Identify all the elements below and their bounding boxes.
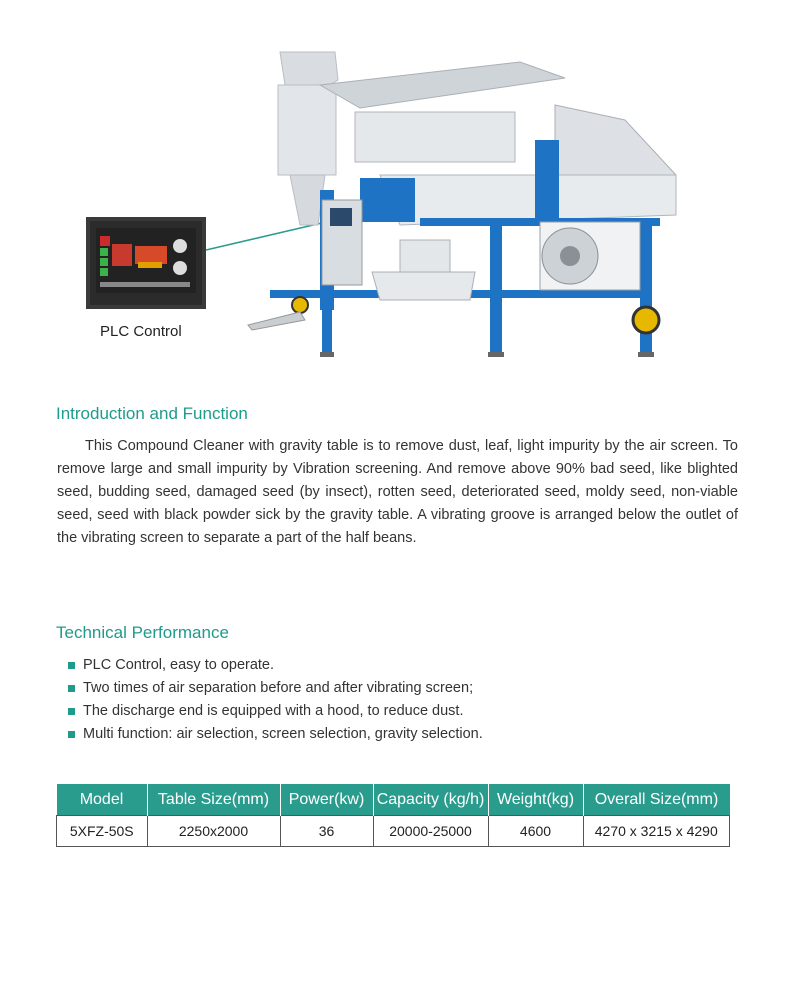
intro-heading: Introduction and Function xyxy=(56,404,248,423)
cell-capacity: 20000-25000 xyxy=(373,816,488,847)
table-row xyxy=(57,816,730,847)
cell-overall-size: 4270 x 3215 x 4290 xyxy=(583,816,730,847)
column-header-power: Power(kw) xyxy=(280,784,373,816)
cell-model: 5XFZ-50S xyxy=(57,816,148,847)
bullet-square-icon xyxy=(68,708,75,715)
list-item xyxy=(68,677,483,700)
feature-text: Two times of air separation before and after vibrating screen; xyxy=(83,680,474,696)
spec-table xyxy=(56,784,730,847)
list-item xyxy=(68,700,483,723)
fan xyxy=(540,222,640,290)
cell-weight: 4600 xyxy=(488,816,583,847)
feature-list xyxy=(68,654,483,746)
list-item xyxy=(68,654,483,677)
table-header-row xyxy=(57,784,730,816)
cell-power: 36 xyxy=(280,816,373,847)
bullet-square-icon xyxy=(68,731,75,738)
plc-caption: PLC Control xyxy=(100,323,182,340)
cell-table-size: 2250x2000 xyxy=(147,816,280,847)
column-header-model: Model xyxy=(57,784,148,816)
intro-paragraph: This Compound Cleaner with gravity table is to remove dust, leaf, light impurity by the air screen. To remove large and small impurity by Vibration screening. And remove above 90% bad seed, like blighted seed, budding seed, damaged seed (by insect), rotten seed, deteriorated seed, moldy seed, non-viable seed, seed with black powder sick by the gravity table. A vibrating groove is arranged below the outlet of the vibrating screen to separate a part of the half beans. xyxy=(57,438,738,546)
technical-heading: Technical Performance xyxy=(56,623,229,642)
feature-text: PLC Control, easy to operate. xyxy=(83,657,275,673)
column-header-overall-size: Overall Size(mm) xyxy=(583,784,730,816)
column-header-capacity: Capacity (kg/h) xyxy=(373,784,488,816)
column-header-weight: Weight(kg) xyxy=(488,784,583,816)
feature-text: Multi function: air selection, screen selection, gravity selection. xyxy=(83,726,483,742)
feature-text: The discharge end is equipped with a hood, to reduce dust. xyxy=(83,703,464,719)
bullet-square-icon xyxy=(68,662,75,669)
list-item xyxy=(68,723,483,746)
plc-panel-image xyxy=(86,217,206,309)
bullet-square-icon xyxy=(68,685,75,692)
column-header-table-size: Table Size(mm) xyxy=(147,784,280,816)
